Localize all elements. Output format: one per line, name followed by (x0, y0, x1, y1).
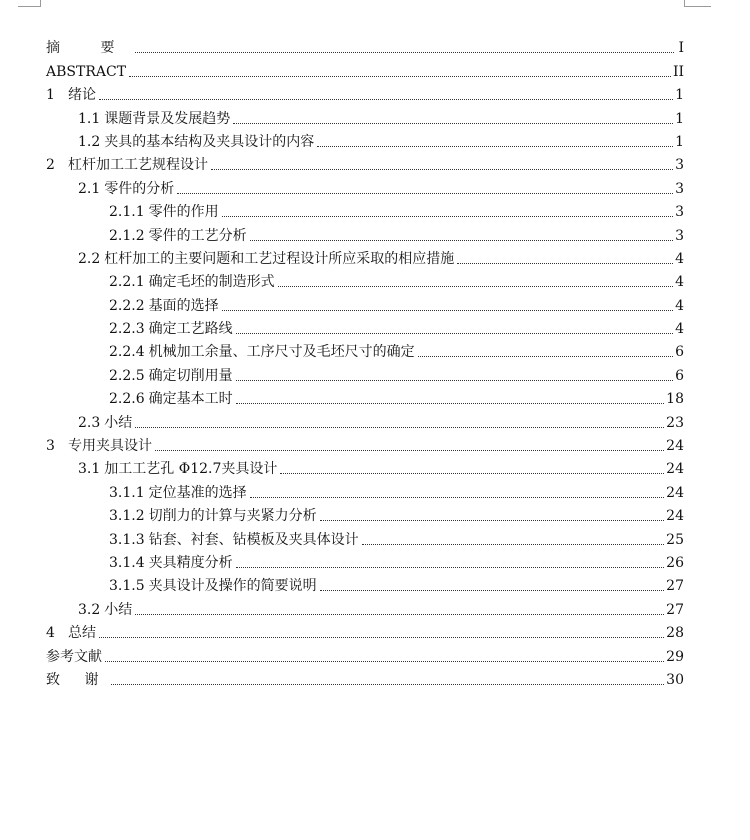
toc-entry[interactable] (46, 479, 684, 502)
toc-entry-title: 零件的工艺分析 (148, 227, 247, 244)
toc-entry-number: 2 (46, 157, 55, 174)
toc-entry-page-number: 1 (675, 133, 684, 150)
toc-entry-page-number: 24 (666, 508, 684, 525)
toc-entry-page-number: I (678, 40, 684, 57)
toc-entry-page-number: 4 (675, 250, 684, 267)
toc-entry-title: 夹具精度分析 (148, 554, 233, 571)
toc-entry-number: 1.2 (78, 133, 101, 150)
page-corner-mark-right (684, 0, 711, 7)
toc-entry[interactable] (46, 573, 684, 596)
toc-entry-number: 2.1.1 (109, 204, 145, 221)
toc-entry-number: 2.1 (78, 180, 101, 197)
toc-entry-number: 2.1.2 (109, 227, 145, 244)
toc-entry-title: 杠杆加工工艺规程设计 (68, 157, 208, 174)
toc-entry[interactable] (46, 550, 684, 573)
toc-entry[interactable] (46, 246, 684, 269)
toc-entry-title: 零件的作用 (148, 204, 219, 221)
toc-entry-number: 2.2.1 (109, 274, 145, 291)
toc-entry-page-number: 3 (675, 180, 684, 197)
dot-leader (105, 661, 664, 662)
toc-entry-title: 夹具的基本结构及夹具设计的内容 (104, 133, 315, 150)
dot-leader (320, 590, 665, 591)
toc-entry-title: 加工工艺孔 Φ12.7夹具设计 (104, 461, 278, 478)
toc-entry-title: 机械加工余量、工序尺寸及毛坯尺寸的确定 (148, 344, 415, 361)
toc-entry[interactable] (46, 596, 684, 619)
toc-entry[interactable] (46, 433, 684, 456)
dot-leader (280, 473, 664, 474)
toc-entry-page-number: 24 (666, 438, 684, 455)
dot-leader (111, 684, 664, 685)
toc-entry-page-number: 25 (666, 531, 684, 548)
toc-entry[interactable] (46, 105, 684, 128)
toc-entry-page-number: 18 (666, 391, 684, 408)
toc-entry-title: 钻套、衬套、钻模板及夹具体设计 (148, 531, 359, 548)
toc-entry-title: 零件的分析 (104, 180, 175, 197)
toc-entry[interactable] (46, 292, 684, 315)
toc-entry-page-number: 29 (666, 648, 684, 665)
toc-entry-number: 2.2.4 (109, 344, 145, 361)
toc-entry-page-number: 4 (675, 321, 684, 338)
toc-entry[interactable] (46, 643, 684, 666)
toc-entry-title: 切削力的计算与夹紧力分析 (148, 508, 317, 525)
toc-entry-page-number: 4 (675, 297, 684, 314)
dot-leader (236, 567, 665, 568)
toc-entry-title: 确定基本工时 (148, 391, 233, 408)
toc-entry-title: 确定工艺路线 (148, 321, 233, 338)
dot-leader (135, 614, 664, 615)
dot-leader (457, 263, 673, 264)
toc-entry-page-number: 27 (666, 578, 684, 595)
toc-entry-page-number: 1 (675, 87, 684, 104)
toc-entry-title: 杠杆加工的主要问题和工艺过程设计所应采取的相应措施 (104, 250, 455, 267)
toc-entry-title: 定位基准的选择 (148, 484, 247, 501)
toc-entry[interactable] (46, 175, 684, 198)
toc-entry-page-number: 24 (666, 461, 684, 478)
toc-entry-title: 课题背景及发展趋势 (104, 110, 231, 127)
toc-entry-number: 3.1.4 (109, 554, 145, 571)
toc-entry-number: 3.1.5 (109, 578, 145, 595)
dot-leader (155, 450, 664, 451)
toc-entry-page-number: 6 (675, 344, 684, 361)
dot-leader (211, 169, 673, 170)
toc-entry-number: 2.3 (78, 414, 101, 431)
table-of-contents (46, 35, 684, 690)
toc-entry[interactable] (46, 409, 684, 432)
toc-entry-page-number: 30 (666, 671, 684, 688)
toc-entry-number: 4 (46, 625, 55, 642)
dot-leader (236, 380, 673, 381)
toc-entry-page-number: II (672, 63, 684, 80)
toc-entry-title: 致 谢 (46, 671, 109, 688)
toc-entry-page-number: 28 (666, 625, 684, 642)
dot-leader (250, 240, 673, 241)
toc-entry-title: 夹具设计及操作的简要说明 (148, 578, 317, 595)
dot-leader (135, 52, 674, 53)
dot-leader (222, 310, 673, 311)
toc-entry-page-number: 27 (666, 601, 684, 618)
toc-entry[interactable] (46, 503, 684, 526)
page-corner-mark-left (18, 0, 41, 7)
toc-entry-title: 参考文献 (46, 648, 102, 665)
toc-entry[interactable] (46, 316, 684, 339)
toc-entry[interactable] (46, 526, 684, 549)
toc-entry-title: 总结 (68, 625, 96, 642)
toc-entry-number: 2.2.5 (109, 367, 145, 384)
toc-entry-title: 基面的选择 (148, 297, 219, 314)
toc-entry-number: 2.2.3 (109, 321, 145, 338)
dot-leader (362, 544, 665, 545)
toc-entry-title: 确定切削用量 (148, 367, 233, 384)
dot-leader (418, 356, 673, 357)
toc-entry-number: 3.1.2 (109, 508, 145, 525)
toc-entry-number: 3 (46, 438, 55, 455)
toc-entry[interactable] (46, 386, 684, 409)
dot-leader (233, 123, 673, 124)
toc-entry-title: 小结 (104, 414, 133, 431)
dot-leader (177, 193, 673, 194)
dot-leader (222, 216, 673, 217)
toc-entry-page-number: 26 (666, 554, 684, 571)
toc-entry-number: 3.2 (78, 601, 101, 618)
toc-entry[interactable] (46, 35, 684, 58)
toc-entry-page-number: 24 (666, 484, 684, 501)
toc-entry-number: 3.1.3 (109, 531, 145, 548)
toc-entry[interactable] (46, 199, 684, 222)
dot-leader (135, 427, 664, 428)
toc-entry-page-number: 3 (675, 204, 684, 221)
toc-entry[interactable] (46, 152, 684, 175)
toc-entry[interactable] (46, 339, 684, 362)
toc-entry-page-number: 23 (666, 414, 684, 431)
toc-entry[interactable] (46, 129, 684, 152)
toc-entry[interactable] (46, 456, 684, 479)
toc-entry[interactable] (46, 667, 684, 690)
dot-leader (236, 333, 673, 334)
toc-entry-page-number: 3 (675, 227, 684, 244)
toc-entry-title: 绪论 (68, 87, 96, 104)
dot-leader (99, 99, 673, 100)
dot-leader (317, 146, 673, 147)
toc-entry-title: 小结 (104, 601, 133, 618)
toc-entry-page-number: 3 (675, 157, 684, 174)
toc-entry-number: 3.1 (78, 461, 101, 478)
toc-entry-number: 2.2.6 (109, 391, 145, 408)
toc-entry[interactable] (46, 58, 684, 81)
toc-entry-number: 1 (46, 87, 55, 104)
toc-entry[interactable] (46, 362, 684, 385)
toc-entry-page-number: 1 (675, 110, 684, 127)
toc-entry-title: 确定毛坯的制造形式 (148, 274, 275, 291)
toc-entry-number: 2.2 (78, 250, 101, 267)
toc-entry-number: 2.2.2 (109, 297, 145, 314)
toc-entry[interactable] (46, 269, 684, 292)
dot-leader (250, 497, 665, 498)
toc-entry-page-number: 4 (675, 274, 684, 291)
toc-entry[interactable] (46, 222, 684, 245)
toc-entry[interactable] (46, 620, 684, 643)
dot-leader (99, 637, 664, 638)
toc-entry-number: 1.1 (78, 110, 101, 127)
toc-entry-title: 专用夹具设计 (68, 438, 152, 455)
dot-leader (320, 520, 665, 521)
toc-entry-title: ABSTRACT (46, 63, 127, 80)
toc-entry[interactable] (46, 82, 684, 105)
dot-leader (278, 286, 673, 287)
toc-entry-number: 3.1.1 (109, 484, 145, 501)
dot-leader (129, 76, 671, 77)
toc-entry-title: 摘 要 (46, 40, 133, 57)
toc-entry-page-number: 6 (675, 367, 684, 384)
dot-leader (236, 403, 665, 404)
